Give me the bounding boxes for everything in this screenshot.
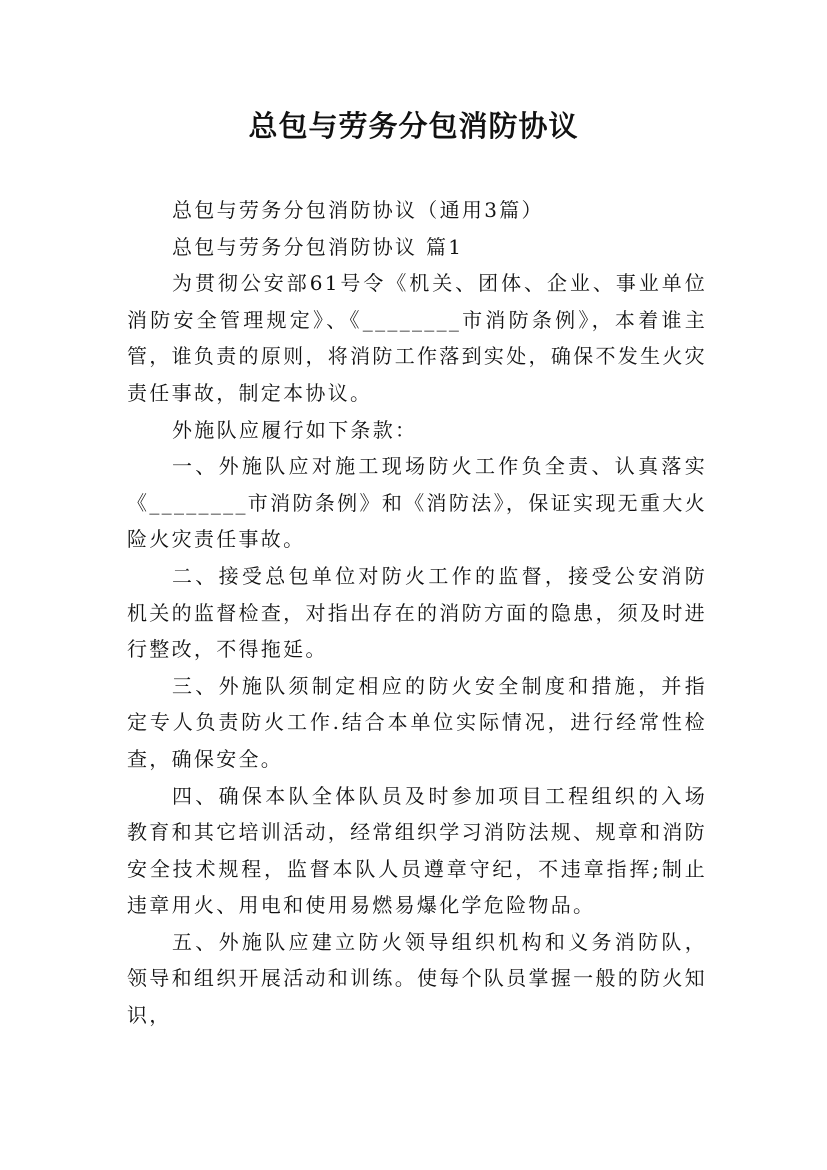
paragraph-subtitle: 总包与劳务分包消防协议（通用3篇） — [172, 198, 544, 222]
paragraph-clause-4: 四、确保本队全体队员及时参加项目工程组织的入场教育和其它培训活动，经常组织学习消防法规、规章和消防安全技术规程，监督本队人员遵章守纪，不违章指挥;制止违章用火、用电和使用易燃易爆化学危险物品。 — [127, 783, 707, 918]
paragraph-clause-2: 二、接受总包单位对防火工作的监督，接受公安消防机关的监督检查，对指出存在的消防方面的隐患，须及时进行整改，不得拖延。 — [127, 563, 707, 662]
paragraph-clause-3: 三、外施队须制定相应的防火安全制度和措施，并指定专人负责防火工作.结合本单位实际情况，进行经常性检查，确保安全。 — [127, 673, 707, 771]
document-body — [127, 192, 707, 1034]
paragraph-section-heading: 总包与劳务分包消防协议 篇1 — [172, 234, 464, 259]
paragraph-preamble: 为贯彻公安部61号令《机关、团体、企业、事业单位消防安全管理规定》、《________市消防条例》，本着谁主管，谁负责的原则，将消防工作落到实处，确保不发生火灾责任事故，制定本协议。 — [127, 271, 707, 405]
paragraph-terms-intro: 外施队应履行如下条款： — [172, 417, 418, 442]
paragraph-clause-5: 五、外施队应建立防火领导组织机构和义务消防队，领导和组织开展活动和训练。使每个队员掌握一般的防火知识， — [127, 929, 707, 1028]
paragraph-clause-1: 一、外施队应对施工现场防火工作负全责、认真落实《________市消防条例》和《消防法》，保证实现无重大火险火灾责任事故。 — [127, 454, 707, 552]
document-title: 总包与劳务分包消防协议 — [248, 109, 579, 143]
